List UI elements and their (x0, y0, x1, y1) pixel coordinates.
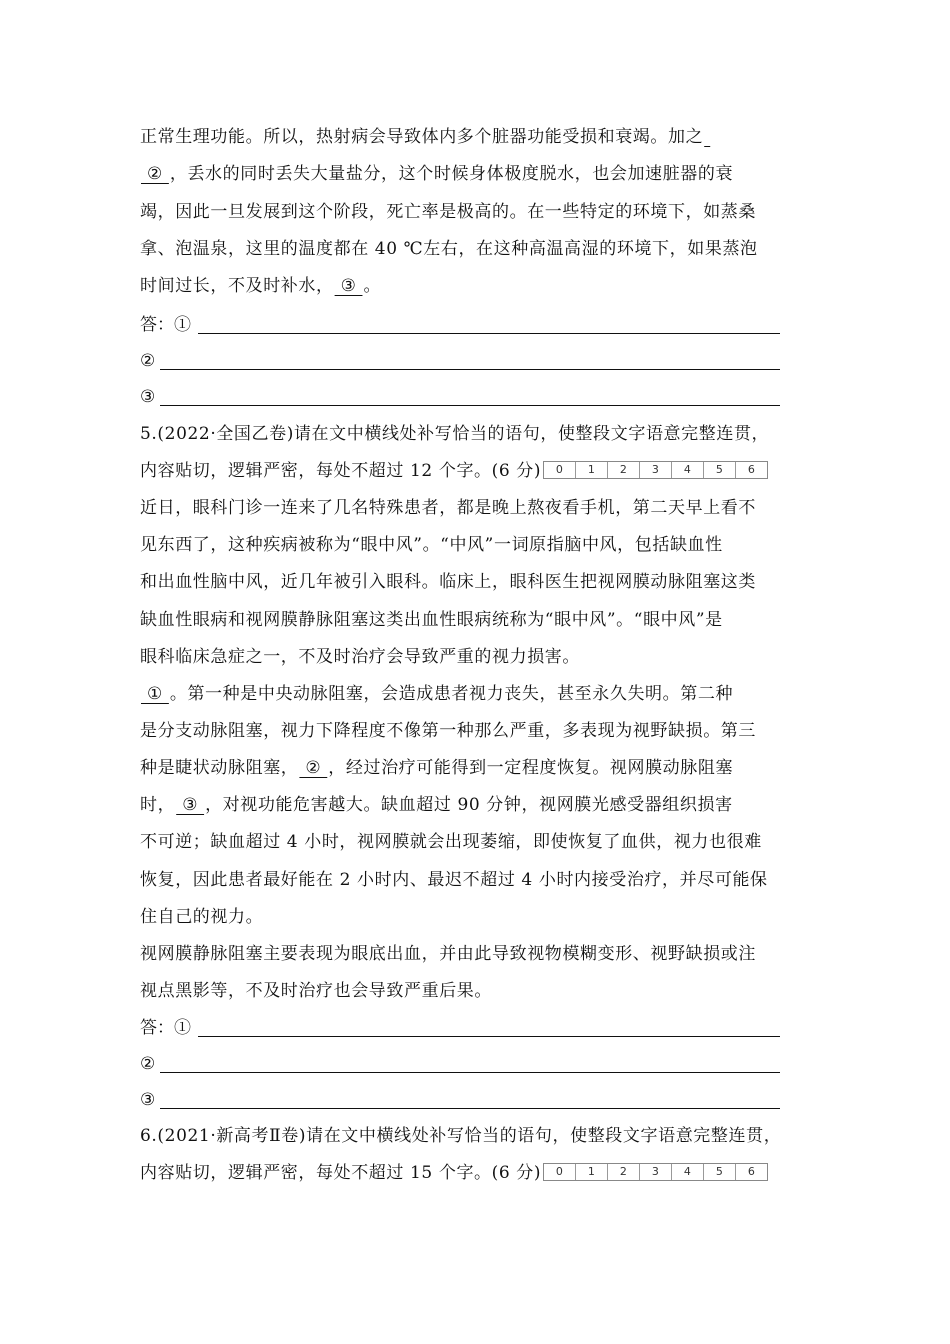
score-cell[interactable]: 1 (576, 1164, 608, 1180)
question-6-heading (140, 1161, 820, 1185)
fill-blank-1[interactable]: ① (141, 684, 169, 704)
answer-rule (160, 1108, 780, 1109)
text: ，丢水的同时丢失大量盐分，这个时候身体极度脱水，也会加速脏器的衰 (169, 164, 734, 184)
text: 内容贴切，逻辑严密，每处不超过 12 个字。(6 分) (140, 461, 542, 481)
fill-blank[interactable] (703, 125, 711, 149)
score-cell[interactable]: 4 (672, 1164, 704, 1180)
answer-line-3[interactable] (140, 1088, 780, 1112)
text: 正常生理功能。所以，热射病会导致体内多个脏器功能受损和衰竭。加之 (140, 127, 704, 147)
passage-line (140, 125, 820, 149)
passage-line (140, 274, 820, 298)
answer-marker: ② (140, 1054, 156, 1074)
passage-line (140, 682, 820, 706)
question-6-heading: 6.(2021·新高考Ⅱ卷)请在文中横线处补写恰当的语句，使整段文字语意完整连贯， (140, 1126, 782, 1146)
passage-line: 恢复，因此患者最好能在 2 小时内、最迟不超过 4 小时内接受治疗，并尽可能保 (140, 870, 768, 890)
fill-blank-2[interactable]: ② (141, 164, 169, 184)
passage-line: 和出血性脑中风，近几年被引入眼科。临床上，眼科医生把视网膜动脉阻塞这类 (140, 572, 756, 592)
text: ，经过治疗可能得到一定程度恢复。视网膜动脉阻塞 (328, 758, 734, 778)
passage-line: 缺血性眼病和视网膜静脉阻塞这类出血性眼病统称为“眼中风”。“眼中风”是 (140, 610, 723, 630)
score-cell[interactable]: 5 (704, 1164, 736, 1180)
answer-line-3[interactable] (140, 385, 780, 409)
passage-line (140, 162, 820, 186)
answer-prefix: 答： (140, 1018, 174, 1038)
score-grid (543, 1163, 768, 1181)
score-cell[interactable]: 1 (576, 462, 608, 478)
score-cell[interactable]: 6 (747, 462, 756, 476)
answer-rule (198, 1036, 780, 1037)
passage-line: 眼科临床急症之一，不及时治疗会导致严重的视力损害。 (140, 647, 580, 667)
score-grid (543, 461, 768, 479)
text: 。 (363, 276, 382, 296)
score-cell[interactable]: 2 (608, 462, 640, 478)
passage-line: 视网膜静脉阻塞主要表现为眼底出血，并由此导致视物模糊变形、视野缺损或注 (140, 944, 756, 964)
passage-line: 是分支动脉阻塞，视力下降程度不像第一种那么严重，多表现为视野缺损。第三 (140, 721, 756, 741)
passage-line (140, 756, 820, 780)
fill-blank-3[interactable]: ③ (176, 795, 205, 815)
text: ，对视功能危害越大。缺血超过 90 分钟，视网膜光感受器组织损害 (205, 795, 733, 815)
score-cell[interactable]: 3 (640, 462, 672, 478)
answer-line-2[interactable] (140, 349, 780, 373)
question-5-heading: 5.(2022·全国乙卷)请在文中横线处补写恰当的语句，使整段文字语意完整连贯， (140, 424, 770, 444)
answer-prefix: 答： (140, 315, 174, 335)
text: 种是睫状动脉阻塞， (140, 758, 299, 778)
score-cell[interactable]: 2 (608, 1164, 640, 1180)
passage-line: 住自己的视力。 (140, 907, 264, 927)
score-cell[interactable]: 4 (672, 462, 704, 478)
answer-marker: ① (174, 315, 191, 335)
passage-line (140, 793, 820, 817)
score-cell[interactable]: 0 (544, 462, 576, 478)
passage-line: 拿、泡温泉，这里的温度都在 40 ℃左右，在这种高温高湿的环境下，如果蒸泡 (140, 239, 758, 259)
passage-line: 不可逆；缺血超过 4 小时，视网膜就会出现萎缩，即使恢复了血供，视力也很难 (140, 832, 762, 852)
answer-line-1[interactable] (140, 1016, 780, 1040)
question-5-heading (140, 459, 820, 483)
passage-line: 见东西了，这种疾病被称为“眼中风”。“中风”一词原指脑中风，包括缺血性 (140, 535, 723, 555)
text: 时， (140, 795, 176, 815)
passage-line: 竭，因此一旦发展到这个阶段，死亡率是极高的。在一些特定的环境下，如蒸桑 (140, 202, 756, 222)
score-cell[interactable]: 5 (704, 462, 736, 478)
answer-marker: ① (174, 1018, 191, 1038)
text: 。第一种是中央动脉阻塞，会造成患者视力丧失，甚至永久失明。第二种 (169, 684, 734, 704)
score-cell[interactable]: 6 (747, 1164, 756, 1178)
answer-line-1[interactable] (140, 313, 780, 337)
answer-marker: ③ (140, 387, 156, 407)
fill-blank-2[interactable]: ② (299, 758, 328, 778)
answer-marker: ③ (140, 1090, 156, 1110)
fill-blank-3[interactable]: ③ (334, 276, 363, 296)
answer-marker: ② (140, 351, 156, 371)
answer-rule (160, 369, 780, 370)
answer-line-2[interactable] (140, 1052, 780, 1076)
text: 时间过长，不及时补水， (140, 276, 334, 296)
answer-rule (160, 1072, 780, 1073)
passage-line: 近日，眼科门诊一连来了几名特殊患者，都是晚上熬夜看手机，第二天早上看不 (140, 498, 756, 518)
passage-line: 视点黑影等，不及时治疗也会导致严重后果。 (140, 981, 492, 1001)
score-cell[interactable]: 3 (640, 1164, 672, 1180)
score-cell[interactable]: 0 (544, 1164, 576, 1180)
answer-rule (198, 333, 780, 334)
text: 内容贴切，逻辑严密，每处不超过 15 个字。(6 分) (140, 1163, 542, 1183)
answer-rule (160, 405, 780, 406)
